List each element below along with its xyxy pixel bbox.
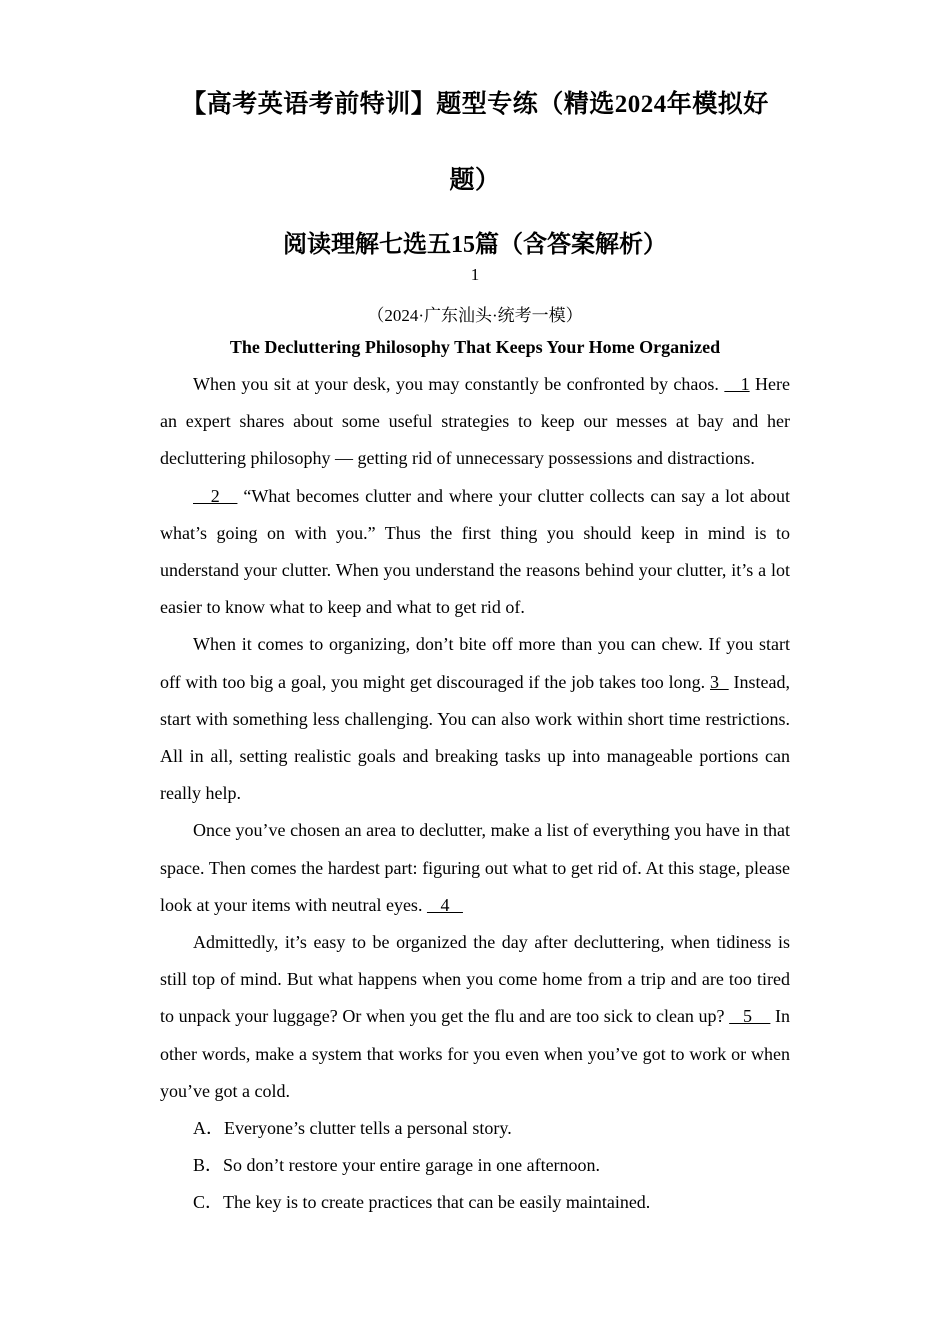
paragraph-2-text: “What becomes clutter and where your clutter collects can say a lot about what’s going on with you.” Thus the first thing you should keep in mind is to understand your clutter. When you understand the reasons behind your clutter, it’s a lot easier to know what to keep and what to get rid of. — [160, 485, 790, 618]
paragraph-1 — [160, 366, 790, 478]
blank-5: 5 — [729, 1006, 771, 1027]
passage-number: 1 — [470, 265, 480, 284]
paragraph-3-text-b: Instead, start with something less challenging. You can also work within short time restrictions. All in all, setting realistic goals and breaking tasks up into manageable portions can really help. — [160, 671, 791, 804]
option-a: A．Everyone’s clutter tells a personal story. — [193, 1118, 512, 1139]
page-title-line-1: 【高考英语考前特训】题型专练（精选2024年模拟好 — [181, 91, 769, 118]
page-title-line-2: 题） — [449, 167, 501, 194]
article-body — [160, 366, 790, 1222]
option-b: B．So don’t restore your entire garage in one afternoon. — [193, 1155, 601, 1176]
article-title: The Decluttering Philosophy That Keeps Your Home Organized — [229, 337, 721, 357]
paragraph-1-text-b: Here an expert shares about some useful strategies to keep our messes at bay and her decluttering philosophy — getting rid of unnecessary possessions and distractions. — [160, 374, 791, 469]
paragraph-5-text-b: In other words, make a system that works for you even when you’ve got to work or when you’ve got a cold. — [160, 1006, 790, 1101]
blank-4: 4 — [426, 894, 463, 915]
paragraph-2 — [160, 478, 790, 627]
paragraph-1-text-a: When you sit at your desk, you may constantly be confronted by chaos. — [193, 374, 725, 394]
passage-source: （2024·广东汕头·统考一模） — [367, 306, 583, 325]
blank-3: 3 — [710, 671, 729, 692]
paragraph-4 — [160, 812, 790, 924]
option-c: C．The key is to create practices that can be easily maintained. — [193, 1192, 651, 1213]
paragraph-5-text-a: Admittedly, it’s easy to be organized the day after decluttering, when tidiness is still top of mind. But what happens when you come home from a trip and are too tired to unpack your luggage? Or when you get the flu and are too sick to clean up? — [160, 932, 790, 1027]
paragraph-3-text-a: When it comes to organizing, don’t bite off more than you can chew. If you start off with too big a goal, you might get discouraged if the job takes too long. — [160, 634, 790, 692]
section-title: 阅读理解七选五15篇（含答案解析） — [283, 232, 667, 258]
paragraph-5 — [160, 924, 790, 1110]
blank-1: 1 — [724, 374, 750, 394]
paragraph-4-text: Once you’ve chosen an area to declutter, make a list of everything you have in that space. Then comes the hardest part: figuring out what to get rid of. At this stage, please look at your items with neutral eyes. — [160, 820, 790, 915]
blank-2: 2 — [193, 485, 238, 506]
paragraph-3 — [160, 626, 790, 812]
